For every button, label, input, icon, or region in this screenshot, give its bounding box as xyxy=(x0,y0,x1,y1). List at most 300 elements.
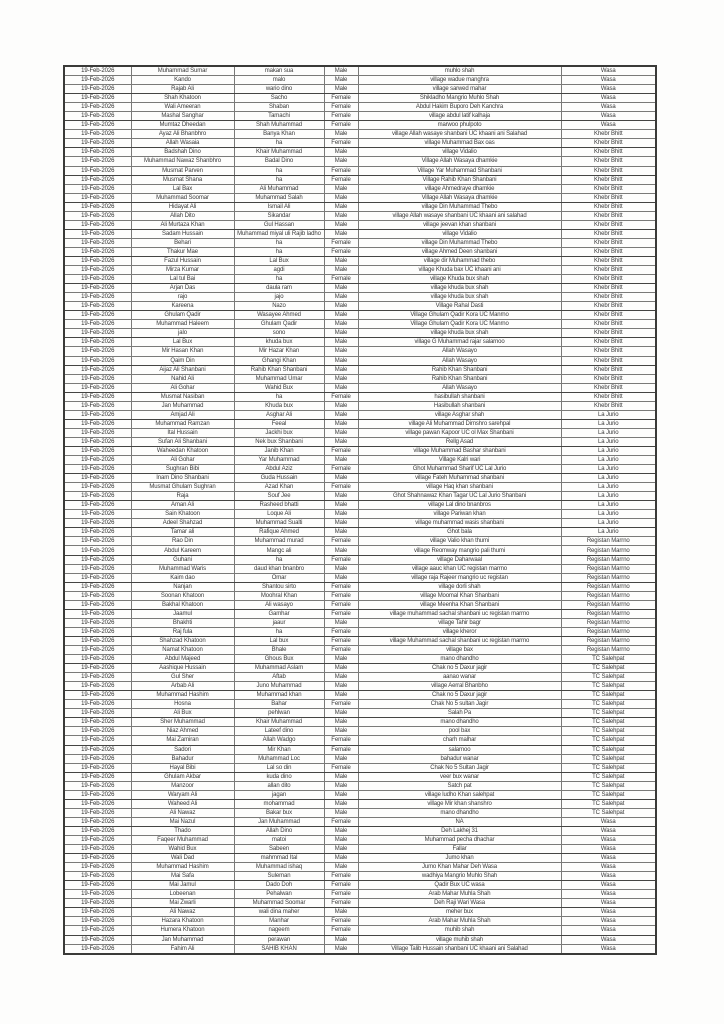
cell-village: Rahib Khan Shanbani xyxy=(358,374,561,383)
cell-area: TC Salehpat xyxy=(561,799,656,808)
cell-area: Registan Marrno xyxy=(561,582,656,591)
cell-gender: Female xyxy=(324,817,358,826)
table-row xyxy=(64,700,656,709)
cell-father: Muhammad murad xyxy=(234,537,324,546)
cell-gender: Female xyxy=(324,483,358,492)
cell-area: TC Salehpat xyxy=(561,691,656,700)
cell-village: village Allah wasaye shanbani UC khaani ani salahad xyxy=(358,211,561,220)
table-row xyxy=(64,908,656,917)
cell-area: TC Salehpat xyxy=(561,754,656,763)
cell-father: Mir Khan xyxy=(234,745,324,754)
cell-area: Wasa xyxy=(561,835,656,844)
cell-area: Wasa xyxy=(561,826,656,835)
table-row xyxy=(64,863,656,872)
table-row xyxy=(64,184,656,193)
cell-date: 19-Feb-2026 xyxy=(64,383,131,392)
cell-name: Kando xyxy=(131,76,234,85)
cell-date: 19-Feb-2026 xyxy=(64,908,131,917)
cell-father: kuda dino xyxy=(234,772,324,781)
cell-village: village Ali Muhammad Dirnshro sarehpal xyxy=(358,419,561,428)
table-row xyxy=(64,673,656,682)
cell-date: 19-Feb-2026 xyxy=(64,419,131,428)
table-row xyxy=(64,636,656,645)
cell-gender: Male xyxy=(324,573,358,582)
cell-date: 19-Feb-2026 xyxy=(64,266,131,275)
cell-village: village Ahmed Deen shanbani xyxy=(358,247,561,256)
table-row xyxy=(64,537,656,546)
table-row xyxy=(64,112,656,121)
cell-father: Ghangi Khan xyxy=(234,356,324,365)
cell-name: Inam Dino Shanbani xyxy=(131,474,234,483)
cell-area: TC Salehpat xyxy=(561,727,656,736)
cell-date: 19-Feb-2026 xyxy=(64,926,131,935)
table-row xyxy=(64,763,656,772)
cell-date: 19-Feb-2026 xyxy=(64,582,131,591)
cell-area: Khebr Bhitt xyxy=(561,347,656,356)
cell-village: village Din Muhammad Thebo xyxy=(358,238,561,247)
cell-name: Lal tul Bai xyxy=(131,275,234,284)
cell-date: 19-Feb-2026 xyxy=(64,745,131,754)
cell-date: 19-Feb-2026 xyxy=(64,528,131,537)
cell-area: La Jurio xyxy=(561,528,656,537)
table-row xyxy=(64,519,656,528)
cell-date: 19-Feb-2026 xyxy=(64,247,131,256)
cell-name: Qaim Din xyxy=(131,356,234,365)
table-row xyxy=(64,483,656,492)
cell-name: Bahadur xyxy=(131,754,234,763)
cell-gender: Female xyxy=(324,881,358,890)
cell-date: 19-Feb-2026 xyxy=(64,519,131,528)
cell-area: La Jurio xyxy=(561,492,656,501)
cell-father: ha xyxy=(234,555,324,564)
cell-gender: Male xyxy=(324,709,358,718)
cell-gender: Male xyxy=(324,845,358,854)
cell-father: Tamachi xyxy=(234,112,324,121)
cell-father: ha xyxy=(234,139,324,148)
table-row xyxy=(64,347,656,356)
table-row xyxy=(64,302,656,311)
cell-village: veer bux wanar xyxy=(358,772,561,781)
cell-village: village Reomway mangrio pali thumi xyxy=(358,546,561,555)
cell-father: Badal Dino xyxy=(234,157,324,166)
cell-father: Allah Wadgo xyxy=(234,736,324,745)
cell-date: 19-Feb-2026 xyxy=(64,673,131,682)
cell-gender: Male xyxy=(324,727,358,736)
cell-area: Wasa xyxy=(561,944,656,954)
cell-gender: Male xyxy=(324,826,358,835)
cell-village: hasibullah shanbani xyxy=(358,392,561,401)
cell-date: 19-Feb-2026 xyxy=(64,510,131,519)
cell-father: Allah Dino xyxy=(234,826,324,835)
cell-date: 19-Feb-2026 xyxy=(64,646,131,655)
cell-father: Jan Muhammad xyxy=(234,817,324,826)
cell-village: Satch pat xyxy=(358,781,561,790)
cell-area: Wasa xyxy=(561,917,656,926)
cell-date: 19-Feb-2026 xyxy=(64,845,131,854)
cell-father: ha xyxy=(234,247,324,256)
cell-name: Aijaz Ali Shanbani xyxy=(131,365,234,374)
cell-village: Allah Wasayo xyxy=(358,383,561,392)
cell-area: Registan Marrno xyxy=(561,555,656,564)
cell-name: Rao Din xyxy=(131,537,234,546)
cell-village: Ghot bala xyxy=(358,528,561,537)
cell-gender: Female xyxy=(324,609,358,618)
cell-gender: Male xyxy=(324,501,358,510)
cell-name: Mir Hasan Khan xyxy=(131,347,234,356)
cell-village: salarnoo xyxy=(358,745,561,754)
cell-father: Juno Muhammad xyxy=(234,682,324,691)
cell-gender: Female xyxy=(324,446,358,455)
cell-village: Village Allah Wasaya dhamkie xyxy=(358,193,561,202)
table-row xyxy=(64,627,656,636)
cell-village: village pawan Kapoor UC ol Max Shanbani xyxy=(358,428,561,437)
cell-area: Khebr Bhitt xyxy=(561,401,656,410)
cell-name: Muhammad Soomar xyxy=(131,193,234,202)
cell-date: 19-Feb-2026 xyxy=(64,474,131,483)
cell-village: village dir Muhammad thebo xyxy=(358,256,561,265)
cell-gender: Male xyxy=(324,492,358,501)
cell-gender: Male xyxy=(324,293,358,302)
cell-village: Hasibullah shanbani xyxy=(358,401,561,410)
cell-father: Ghous Bux xyxy=(234,655,324,664)
cell-date: 19-Feb-2026 xyxy=(64,736,131,745)
cell-date: 19-Feb-2026 xyxy=(64,139,131,148)
cell-village: village abdul latif kalhaja xyxy=(358,112,561,121)
cell-father: Jackhi bux xyxy=(234,428,324,437)
cell-date: 19-Feb-2026 xyxy=(64,220,131,229)
table-row xyxy=(64,76,656,85)
cell-gender: Male xyxy=(324,320,358,329)
cell-father: mohammad xyxy=(234,799,324,808)
cell-gender: Male xyxy=(324,799,358,808)
cell-father: matoi xyxy=(234,835,324,844)
cell-date: 19-Feb-2026 xyxy=(64,392,131,401)
cell-village: mano dhandho xyxy=(358,808,561,817)
cell-date: 19-Feb-2026 xyxy=(64,347,131,356)
cell-area: Registan Marrno xyxy=(561,573,656,582)
cell-father: SAHIB KHAN xyxy=(234,944,324,954)
cell-father: Sacho xyxy=(234,94,324,103)
cell-date: 19-Feb-2026 xyxy=(64,537,131,546)
table-row xyxy=(64,229,656,238)
table-row xyxy=(64,754,656,763)
cell-date: 19-Feb-2026 xyxy=(64,600,131,609)
cell-area: La Jurio xyxy=(561,474,656,483)
cell-name: Sughran Bibi xyxy=(131,465,234,474)
cell-gender: Female xyxy=(324,627,358,636)
cell-gender: Male xyxy=(324,863,358,872)
cell-name: Ali Nawaz xyxy=(131,908,234,917)
cell-father: Janib Khan xyxy=(234,446,324,455)
table-row xyxy=(64,256,656,265)
cell-name: Hazara Khatoon xyxy=(131,917,234,926)
cell-area: Wasa xyxy=(561,112,656,121)
cell-area: La Jurio xyxy=(561,446,656,455)
cell-father: khuda bux xyxy=(234,338,324,347)
cell-gender: Female xyxy=(324,582,358,591)
cell-gender: Female xyxy=(324,745,358,754)
cell-name: Mirza Kumar xyxy=(131,266,234,275)
table-row xyxy=(64,148,656,157)
cell-father: Khair Muhammad xyxy=(234,718,324,727)
cell-father: jajo xyxy=(234,293,324,302)
cell-father: Ghulam Qadir xyxy=(234,320,324,329)
cell-area: Registan Marrno xyxy=(561,537,656,546)
cell-father: Souf Jee xyxy=(234,492,324,501)
cell-father: Rafique Ahmed xyxy=(234,528,324,537)
cell-village: Arab Mahar Muhla Shah xyxy=(358,890,561,899)
cell-village: meher bux xyxy=(358,908,561,917)
cell-village: village Allah wasaye shanbani UC khaani ani Salahad xyxy=(358,130,561,139)
cell-village: village sarwed mahar xyxy=(358,85,561,94)
cell-gender: Male xyxy=(324,85,358,94)
cell-village: Village Yar Muhammad Shanbani xyxy=(358,166,561,175)
cell-date: 19-Feb-2026 xyxy=(64,428,131,437)
cell-gender: Female xyxy=(324,275,358,284)
cell-father: Wahid Bux xyxy=(234,383,324,392)
table-row xyxy=(64,428,656,437)
cell-gender: Male xyxy=(324,338,358,347)
cell-village: Arab Mahar Muhla Shah xyxy=(358,917,561,926)
cell-area: TC Salehpat xyxy=(561,682,656,691)
cell-village: village bax xyxy=(358,646,561,655)
cell-date: 19-Feb-2026 xyxy=(64,338,131,347)
cell-name: Lal Bux xyxy=(131,338,234,347)
cell-date: 19-Feb-2026 xyxy=(64,483,131,492)
table-row xyxy=(64,419,656,428)
cell-area: Registan Marrno xyxy=(561,609,656,618)
cell-name: Muhammad Sumar xyxy=(131,66,234,76)
cell-gender: Male xyxy=(324,311,358,320)
cell-area: Khebr Bhitt xyxy=(561,284,656,293)
cell-village: village kheror xyxy=(358,627,561,636)
cell-father: Azad Khan xyxy=(234,483,324,492)
cell-area: Khebr Bhitt xyxy=(561,311,656,320)
cell-name: Jan Muhammad xyxy=(131,401,234,410)
cell-area: Registan Marrno xyxy=(561,600,656,609)
cell-name: Abdul Majeed xyxy=(131,655,234,664)
cell-date: 19-Feb-2026 xyxy=(64,401,131,410)
cell-father: Gul Hassan xyxy=(234,220,324,229)
cell-village: Village Rahal Dasti xyxy=(358,302,561,311)
cell-name: Wali Ameeran xyxy=(131,103,234,112)
cell-gender: Male xyxy=(324,944,358,954)
table-row xyxy=(64,247,656,256)
cell-area: Wasa xyxy=(561,66,656,76)
cell-area: Khebr Bhitt xyxy=(561,139,656,148)
cell-gender: Female xyxy=(324,899,358,908)
cell-name: Mashal Sanghar xyxy=(131,112,234,121)
cell-father: Khair Muhammad xyxy=(234,148,324,157)
cell-gender: Male xyxy=(324,754,358,763)
table-row xyxy=(64,437,656,446)
table-row xyxy=(64,220,656,229)
cell-date: 19-Feb-2026 xyxy=(64,329,131,338)
cell-name: Kareena xyxy=(131,302,234,311)
cell-area: Wasa xyxy=(561,103,656,112)
cell-village: Village Ghulam Qadir Kora UC Manrno xyxy=(358,320,561,329)
cell-gender: Male xyxy=(324,772,358,781)
cell-date: 19-Feb-2026 xyxy=(64,501,131,510)
cell-village: village Valio khan thumi xyxy=(358,537,561,546)
cell-father: Banya Khan xyxy=(234,130,324,139)
cell-area: Khebr Bhitt xyxy=(561,184,656,193)
cell-date: 19-Feb-2026 xyxy=(64,410,131,419)
cell-village: mano dhandho xyxy=(358,655,561,664)
cell-father: Sikandar xyxy=(234,211,324,220)
table-row xyxy=(64,392,656,401)
cell-name: Ali Gohar xyxy=(131,456,234,465)
cell-village: pool bax xyxy=(358,727,561,736)
table-row xyxy=(64,682,656,691)
cell-area: Wasa xyxy=(561,899,656,908)
cell-gender: Male xyxy=(324,347,358,356)
cell-name: Mumtaz Dheedan xyxy=(131,121,234,130)
cell-date: 19-Feb-2026 xyxy=(64,293,131,302)
cell-name: Musmat Ghulam Sughran xyxy=(131,483,234,492)
cell-area: Khebr Bhitt xyxy=(561,211,656,220)
table-row xyxy=(64,917,656,926)
cell-date: 19-Feb-2026 xyxy=(64,175,131,184)
cell-date: 19-Feb-2026 xyxy=(64,655,131,664)
cell-village: village aauc khan UC registan marrno xyxy=(358,564,561,573)
table-row xyxy=(64,736,656,745)
cell-gender: Male xyxy=(324,410,358,419)
cell-village: NA xyxy=(358,817,561,826)
cell-village: Chak no 5 Daxur jagir xyxy=(358,691,561,700)
table-row xyxy=(64,465,656,474)
cell-date: 19-Feb-2026 xyxy=(64,256,131,265)
cell-village: Shikladho Mangrio Muhlo Shah xyxy=(358,94,561,103)
cell-father: malo xyxy=(234,76,324,85)
cell-date: 19-Feb-2026 xyxy=(64,211,131,220)
cell-date: 19-Feb-2026 xyxy=(64,437,131,446)
cell-date: 19-Feb-2026 xyxy=(64,238,131,247)
cell-father: Sabeen xyxy=(234,845,324,854)
cell-father: nageem xyxy=(234,926,324,935)
table-row xyxy=(64,492,656,501)
cell-father: Muhammad Salah xyxy=(234,193,324,202)
cell-gender: Male xyxy=(324,808,358,817)
cell-area: Wasa xyxy=(561,872,656,881)
cell-date: 19-Feb-2026 xyxy=(64,202,131,211)
table-row xyxy=(64,609,656,618)
cell-village: Jumo khan xyxy=(358,854,561,863)
cell-village: village Meenha Khan Shanbani xyxy=(358,600,561,609)
cell-area: Khebr Bhitt xyxy=(561,392,656,401)
cell-area: Wasa xyxy=(561,854,656,863)
cell-date: 19-Feb-2026 xyxy=(64,890,131,899)
cell-date: 19-Feb-2026 xyxy=(64,546,131,555)
cell-date: 19-Feb-2026 xyxy=(64,763,131,772)
cell-area: Khebr Bhitt xyxy=(561,266,656,275)
cell-area: TC Salehpat xyxy=(561,664,656,673)
table-row xyxy=(64,374,656,383)
cell-name: Aashique Hussain xyxy=(131,664,234,673)
cell-village: village wadue manghra xyxy=(358,76,561,85)
cell-name: Ali Nawaz xyxy=(131,808,234,817)
cell-name: Abdul Kareem xyxy=(131,546,234,555)
cell-village: Village Rahib Khan Shanbani xyxy=(358,175,561,184)
cell-father: Moohral Khan xyxy=(234,591,324,600)
cell-name: Sufan Ali Shanbani xyxy=(131,437,234,446)
table-row xyxy=(64,238,656,247)
cell-father: Gamhar xyxy=(234,609,324,618)
cell-date: 19-Feb-2026 xyxy=(64,302,131,311)
cell-village: village Din Muhammad Thebo xyxy=(358,202,561,211)
cell-name: Namat Khatoon xyxy=(131,646,234,655)
cell-date: 19-Feb-2026 xyxy=(64,727,131,736)
cell-name: Wali Dad xyxy=(131,854,234,863)
cell-area: TC Salehpat xyxy=(561,673,656,682)
table-row xyxy=(64,781,656,790)
cell-gender: Male xyxy=(324,691,358,700)
cell-area: Wasa xyxy=(561,85,656,94)
cell-area: TC Salehpat xyxy=(561,718,656,727)
cell-father: wali dina maher xyxy=(234,908,324,917)
cell-date: 19-Feb-2026 xyxy=(64,492,131,501)
cell-area: Khebr Bhitt xyxy=(561,202,656,211)
cell-area: La Jurio xyxy=(561,437,656,446)
table-row xyxy=(64,890,656,899)
cell-date: 19-Feb-2026 xyxy=(64,826,131,835)
cell-gender: Female xyxy=(324,121,358,130)
cell-date: 19-Feb-2026 xyxy=(64,356,131,365)
cell-date: 19-Feb-2026 xyxy=(64,799,131,808)
cell-father: pehlwan xyxy=(234,709,324,718)
cell-gender: Female xyxy=(324,872,358,881)
table-row xyxy=(64,130,656,139)
cell-gender: Male xyxy=(324,528,358,537)
cell-father: Bakar bux xyxy=(234,808,324,817)
cell-father: Muhammad khan xyxy=(234,691,324,700)
cell-father: Asghar Ali xyxy=(234,410,324,419)
table-row xyxy=(64,564,656,573)
cell-father: jaaur xyxy=(234,618,324,627)
cell-village: village khuda bux shah xyxy=(358,329,561,338)
cell-name: Wahid Bux xyxy=(131,845,234,854)
table-row xyxy=(64,121,656,130)
cell-village: mano dhandho xyxy=(358,718,561,727)
cell-name: Mai Safa xyxy=(131,872,234,881)
cell-name: Sadori xyxy=(131,745,234,754)
cell-village: Salah Pa xyxy=(358,709,561,718)
cell-village: village raja Rajeer mangrio uc registan xyxy=(358,573,561,582)
cell-date: 19-Feb-2026 xyxy=(64,817,131,826)
cell-village: village muhammad wasis shanbani xyxy=(358,519,561,528)
cell-father: Rasheed bhatti xyxy=(234,501,324,510)
cell-father: Ismail Ali xyxy=(234,202,324,211)
cell-father: ha xyxy=(234,238,324,247)
cell-area: Khebr Bhitt xyxy=(561,365,656,374)
cell-area: Khebr Bhitt xyxy=(561,293,656,302)
table-row xyxy=(64,356,656,365)
table-row xyxy=(64,474,656,483)
table-row xyxy=(64,311,656,320)
cell-area: Khebr Bhitt xyxy=(561,238,656,247)
cell-gender: Male xyxy=(324,256,358,265)
records-table xyxy=(63,65,657,955)
cell-village: village Muhammad Bashar shanbani xyxy=(358,446,561,455)
cell-date: 19-Feb-2026 xyxy=(64,320,131,329)
cell-village: Ghot Shahnawaz Khan Tagar UC Lal Jurio Shanbani xyxy=(358,492,561,501)
cell-father: Suleman xyxy=(234,872,324,881)
cell-name: Arjan Das xyxy=(131,284,234,293)
cell-date: 19-Feb-2026 xyxy=(64,564,131,573)
cell-date: 19-Feb-2026 xyxy=(64,66,131,76)
cell-area: Khebr Bhitt xyxy=(561,374,656,383)
cell-area: TC Salehpat xyxy=(561,808,656,817)
